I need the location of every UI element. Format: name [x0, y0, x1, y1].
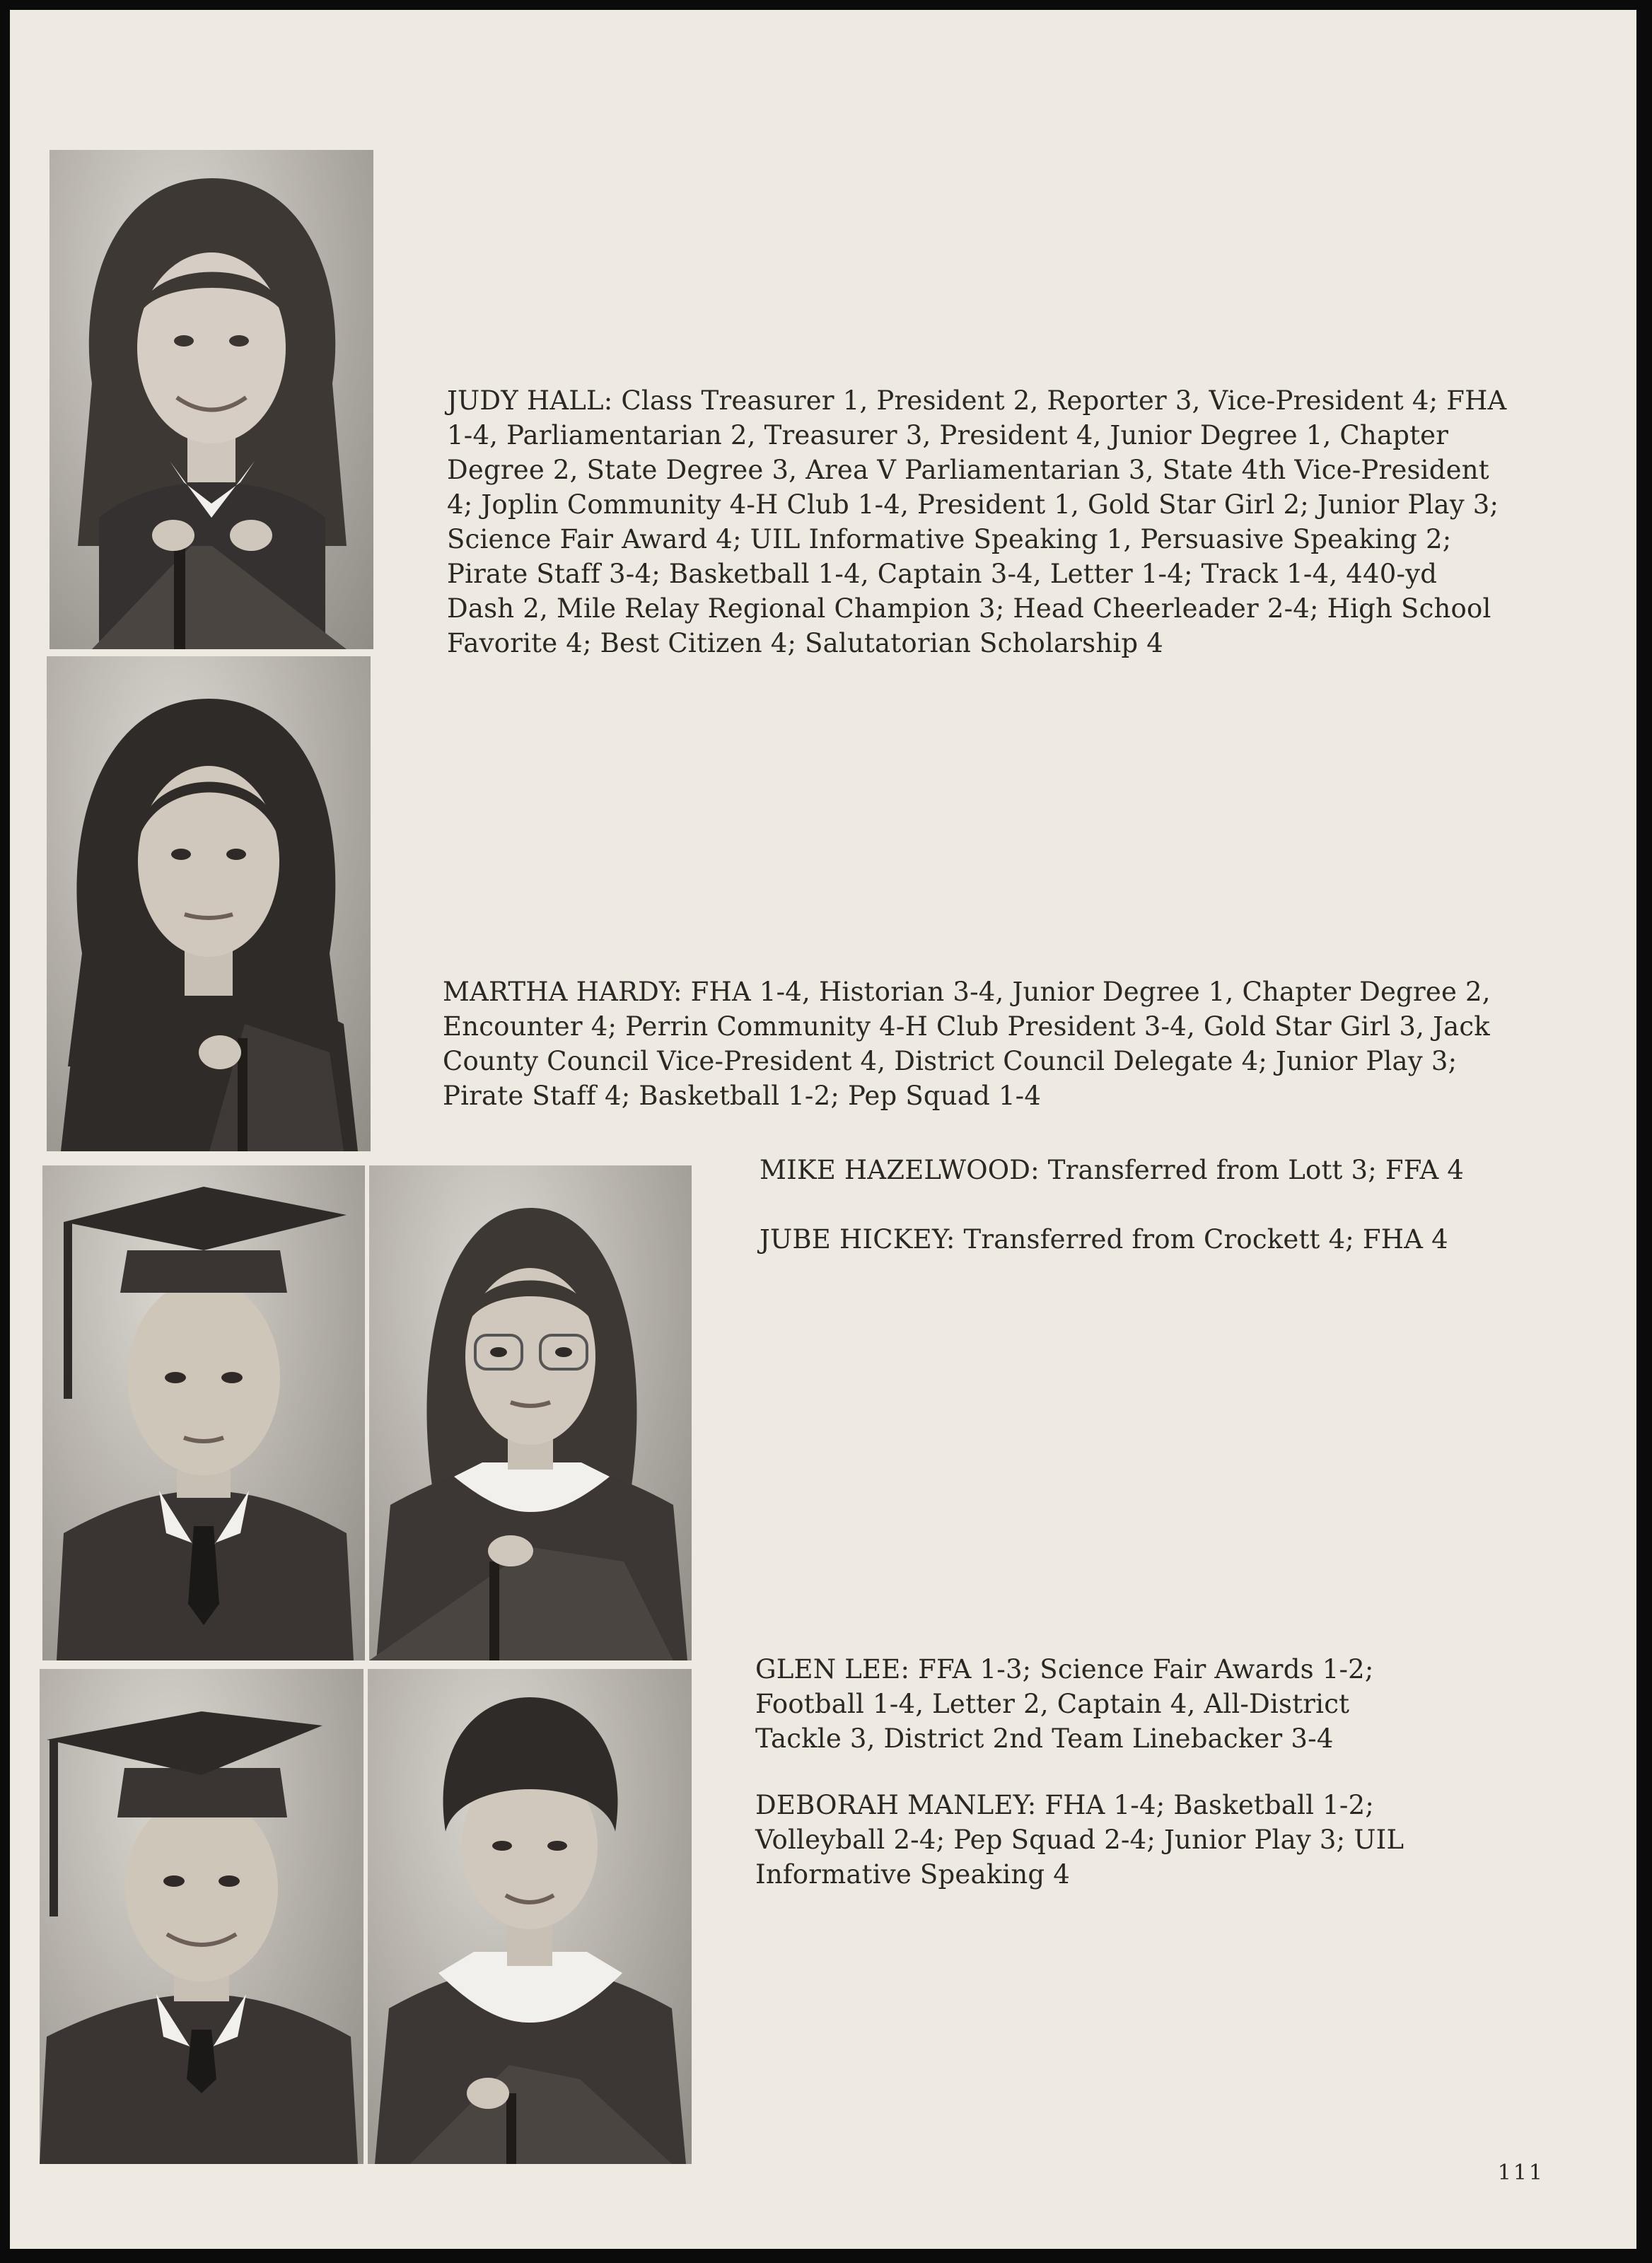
yearbook-page — [10, 10, 1636, 2249]
bio-deborah-manley: DEBORAH MANLEY: FHA 1-4; Basketball 1-2; Volleyball 2-4; Pep Squad 2-4; Junior Play 3; UIL Informative Speaking 4 — [755, 1790, 1404, 1890]
photo-judy-hall — [50, 150, 373, 649]
photo-glen-lee — [40, 1669, 363, 2164]
bio-judy-hall: JUDY HALL: Class Treasurer 1, President 2, Reporter 3, Vice-President 4; FHA 1-4, Parliamentarian 2, Treasurer 3, President 4, Junior Degree 1, Chapter Degree 2, State Degree 3, Area V Parliamentarian 3, State 4th Vice-President 4; Joplin Community 4-H Club 1-4, President 1, Gold Star Girl 2; Junior Play 3; Science Fair Award 4; UIL Informative Speaking 1, Persuasive Speaking 2; Pirate Staff 3-4; Basketball 1-4, Captain 3-4, Letter 1-4; Track 1-4, 440-yd Dash 2, Mile Relay Regional Champion 3; Head Cheerleader 2-4; High School Favorite 4; Best Citizen 4; Salutatorian Scholarship 4 — [447, 385, 1507, 658]
photo-jube-hickey — [369, 1165, 692, 1660]
photo-mike-hazelwood — [42, 1165, 365, 1660]
photo-deborah-manley — [368, 1669, 692, 2164]
photo-martha-hardy — [47, 656, 371, 1151]
bio-jube-hickey: JUBE HICKEY: Transferred from Crockett 4; FHA 4 — [760, 1224, 1448, 1255]
bio-mike-hazelwood: MIKE HAZELWOOD: Transferred from Lott 3; FFA 4 — [760, 1155, 1465, 1185]
bio-glen-lee: GLEN LEE: FFA 1-3; Science Fair Awards 1-2; Football 1-4, Letter 2, Captain 4, All-District Tackle 3, District 2nd Team Linebacker 3-4 — [755, 1654, 1374, 1754]
bio-martha-hardy: MARTHA HARDY: FHA 1-4, Historian 3-4, Junior Degree 1, Chapter Degree 2, Encounter 4; Perrin Community 4-H Club President 3-4, Gold Star Girl 3, Jack County Council Vice-President 4, District Council Delegate 4; Junior Play 3; Pirate Staff 4; Basketball 1-2; Pep Squad 1-4 — [443, 977, 1491, 1111]
page-number: 111 — [1497, 2160, 1545, 2185]
